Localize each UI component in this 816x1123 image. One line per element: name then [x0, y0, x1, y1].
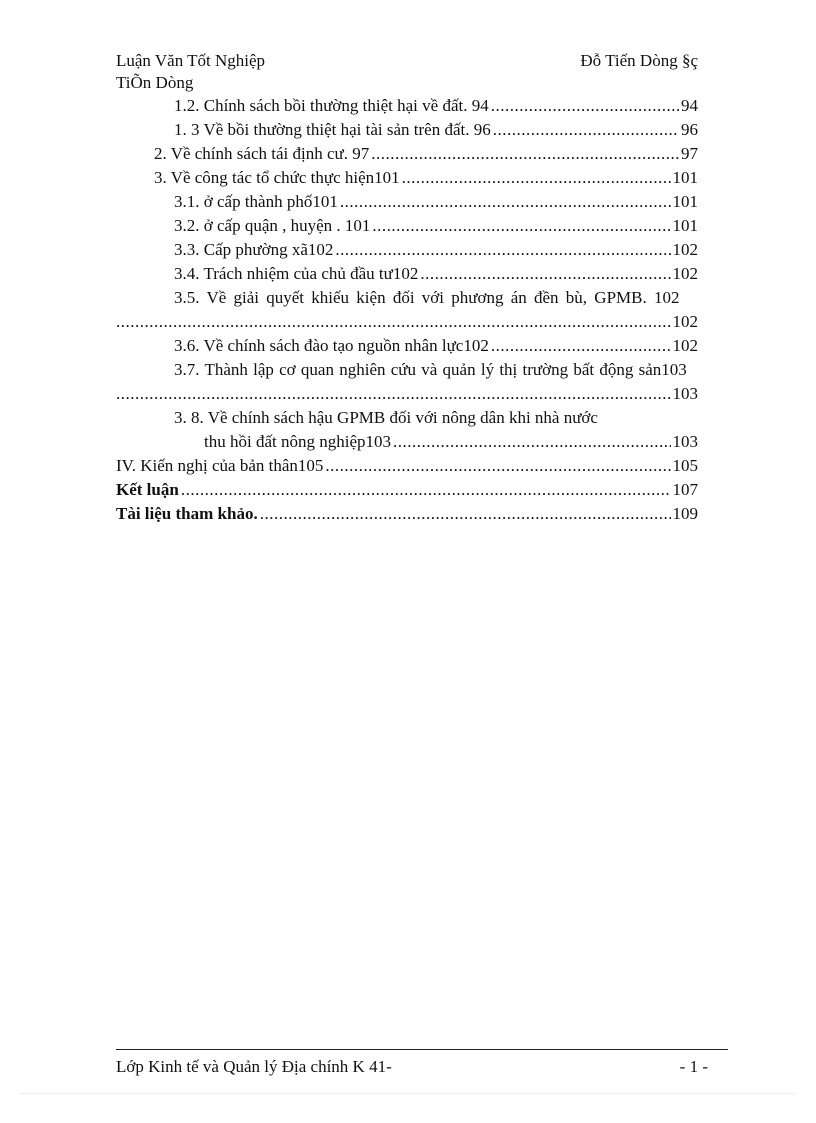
toc-entry[interactable]	[116, 238, 698, 262]
toc-entry[interactable]	[116, 334, 698, 358]
toc-entry-page: 96	[681, 120, 698, 139]
toc-entry-wrapped-title[interactable]: 3. 8. Về chính sách hậu GPMB đối với nông dân khi nhà nước	[174, 408, 598, 427]
toc-entry-page: 101	[672, 168, 698, 187]
toc-entry[interactable]	[116, 502, 698, 526]
toc-entry-title: IV. Kiến nghị của bản thân105	[116, 456, 324, 475]
toc-entry-page: 97	[681, 144, 698, 163]
toc-leader-dots	[393, 430, 671, 454]
toc-entry-wrapped-title[interactable]: 3.7. Thành lập cơ quan nghiên cứu và quản lý thị trường bất động sản103	[174, 360, 687, 379]
toc-leader-dots	[260, 502, 671, 526]
toc-entry-title: 3.2. ở cấp quận , huyện . 101	[174, 216, 371, 235]
header-author-garbled: TiÕn Dòng	[116, 73, 194, 92]
toc-entry[interactable]	[116, 190, 698, 214]
toc-leader-dots	[181, 478, 671, 502]
toc-entry[interactable]	[116, 310, 698, 334]
toc-entry[interactable]	[116, 214, 698, 238]
toc-entry-title: thu hồi đất nông nghiệp103	[204, 432, 391, 451]
toc-entry-title: 3.1. ở cấp thành phố101	[174, 192, 338, 211]
toc-entry[interactable]	[116, 118, 698, 142]
toc-entry-page: 109	[672, 504, 698, 523]
footer-class-label: Lớp Kinh tế và Quản lý Địa chính K 41-	[116, 1057, 392, 1076]
toc-entry-page: 102	[672, 240, 698, 259]
toc-entry-title: 1.2. Chính sách bồi thường thiệt hại về đất. 94	[174, 96, 489, 115]
toc-leader-dots	[116, 310, 671, 334]
toc-entry-page: 102	[672, 312, 698, 331]
toc-entry-title: 1. 3 Về bồi thường thiệt hại tài sản trên đất. 96	[174, 120, 491, 139]
toc-leader-dots	[493, 118, 679, 142]
toc-leader-dots	[491, 94, 679, 118]
toc-entry[interactable]	[116, 262, 698, 286]
toc-entry-page: 101	[672, 216, 698, 235]
toc-leader-dots	[335, 238, 670, 262]
toc-leader-dots	[402, 166, 671, 190]
toc-entry-page: 107	[672, 480, 698, 499]
toc-entry[interactable]	[116, 478, 698, 502]
toc-entry-title: 3.3. Cấp phường xã102	[174, 240, 334, 259]
toc-entry-title: Kết luận	[116, 480, 179, 499]
footer-divider	[116, 1049, 728, 1050]
toc-leader-dots	[325, 454, 670, 478]
toc-entry-page: 105	[672, 456, 698, 475]
toc-entry-title: 3.4. Trách nhiệm của chủ đầu tư102	[174, 264, 419, 283]
toc-entry-title: 3.6. Về chính sách đào tạo nguồn nhân lực102	[174, 336, 489, 355]
toc-entry[interactable]	[116, 430, 698, 454]
toc-leader-dots	[372, 214, 670, 238]
toc-entry-page: 102	[672, 336, 698, 355]
toc-leader-dots	[340, 190, 671, 214]
table-of-contents	[116, 94, 698, 526]
toc-entry[interactable]	[116, 166, 698, 190]
toc-entry[interactable]	[116, 382, 698, 406]
toc-entry-page: 103	[672, 432, 698, 451]
toc-leader-dots	[491, 334, 671, 358]
toc-leader-dots	[116, 382, 671, 406]
toc-leader-dots	[420, 262, 670, 286]
toc-entry-title: 3. Về công tác tổ chức thực hiện101	[154, 168, 400, 187]
toc-entry[interactable]	[116, 94, 698, 118]
toc-entry-page: 102	[672, 264, 698, 283]
toc-entry[interactable]	[116, 454, 698, 478]
page-bottom-border	[20, 1093, 796, 1094]
header-author: Đỗ Tiến Dòng §ç	[580, 51, 698, 70]
toc-entry-page: 94	[681, 96, 698, 115]
toc-leader-dots	[371, 142, 679, 166]
page-number: - 1 -	[679, 1057, 708, 1076]
toc-entry[interactable]	[116, 142, 698, 166]
header-title: Luận Văn Tốt Nghiệp	[116, 51, 266, 70]
toc-entry-title: 2. Về chính sách tái định cư. 97	[154, 144, 370, 163]
toc-entry-title: Tài liệu tham khảo.	[116, 504, 258, 523]
toc-entry-wrapped-title[interactable]: 3.5. Về giải quyết khiếu kiện đối với phương án đền bù, GPMB. 102	[174, 288, 680, 307]
toc-entry-page: 101	[672, 192, 698, 211]
toc-entry-page: 103	[672, 384, 698, 403]
